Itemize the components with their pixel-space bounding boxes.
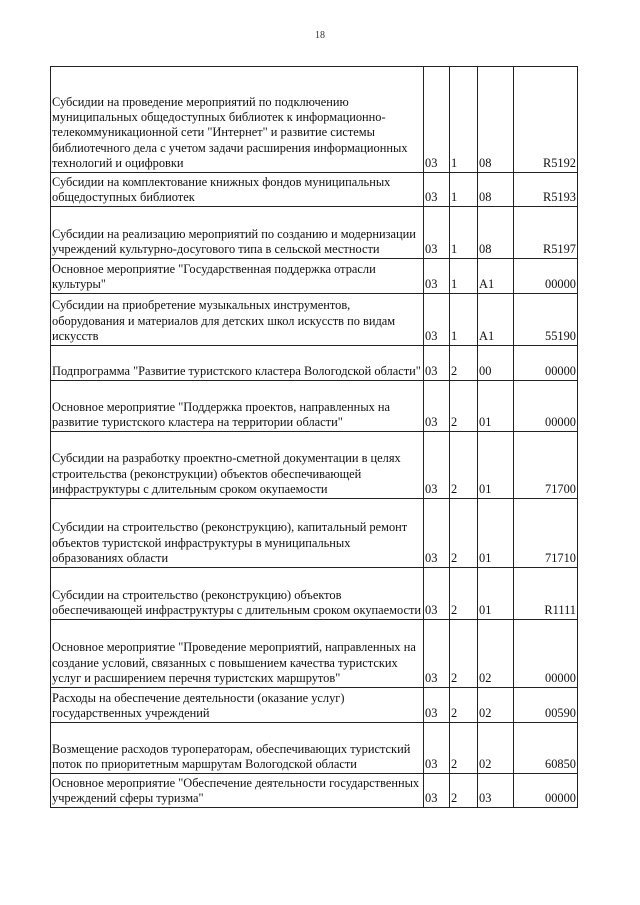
- activity-code: 08: [478, 67, 514, 173]
- subprogram-code: 2: [450, 381, 478, 432]
- program-code: 03: [424, 67, 450, 173]
- row-description: Расходы на обеспечение деятельности (оказание услуг) государственных учреждений: [51, 688, 424, 723]
- activity-code: 01: [478, 432, 514, 499]
- activity-code: 03: [478, 774, 514, 808]
- row-description: Субсидии на реализацию мероприятий по созданию и модернизации учреждений культурно-досугового типа в сельской местности: [51, 207, 424, 259]
- program-code: 03: [424, 294, 450, 346]
- table-row: [51, 173, 578, 207]
- table-row: [51, 499, 578, 568]
- expense-code: 00590: [514, 688, 578, 723]
- subprogram-code: 1: [450, 294, 478, 346]
- program-code: 03: [424, 381, 450, 432]
- program-code: 03: [424, 499, 450, 568]
- table-row: [51, 294, 578, 346]
- activity-code: А1: [478, 294, 514, 346]
- program-code: 03: [424, 688, 450, 723]
- table-row: [51, 723, 578, 774]
- row-description: Субсидии на комплектование книжных фондов муниципальных общедоступных библиотек: [51, 173, 424, 207]
- expense-code: 00000: [514, 346, 578, 381]
- subprogram-code: 1: [450, 173, 478, 207]
- expense-code: 55190: [514, 294, 578, 346]
- expense-code: R5193: [514, 173, 578, 207]
- expense-code: 00000: [514, 259, 578, 294]
- row-description: Субсидии на разработку проектно-сметной документации в целях строительства (реконструкции) объектов обеспечивающей инфраструктуры с длительным сроком окупаемости: [51, 432, 424, 499]
- table-row: [51, 67, 578, 173]
- subprogram-code: 2: [450, 346, 478, 381]
- activity-code: 01: [478, 499, 514, 568]
- expense-code: 00000: [514, 620, 578, 688]
- table-row: [51, 346, 578, 381]
- program-code: 03: [424, 620, 450, 688]
- activity-code: 08: [478, 207, 514, 259]
- table-row: [51, 688, 578, 723]
- activity-code: 00: [478, 346, 514, 381]
- activity-code: 02: [478, 620, 514, 688]
- subprogram-code: 2: [450, 499, 478, 568]
- subprogram-code: 2: [450, 774, 478, 808]
- expense-code: 00000: [514, 381, 578, 432]
- table-row: [51, 774, 578, 808]
- subprogram-code: 1: [450, 259, 478, 294]
- activity-code: 01: [478, 381, 514, 432]
- subprogram-code: 1: [450, 207, 478, 259]
- activity-code: 08: [478, 173, 514, 207]
- table-row: [51, 207, 578, 259]
- expense-code: 71700: [514, 432, 578, 499]
- program-code: 03: [424, 432, 450, 499]
- page-number: 18: [315, 30, 325, 41]
- budget-classification-table: [50, 66, 578, 808]
- row-description: Основное мероприятие "Государственная поддержка отрасли культуры": [51, 259, 424, 294]
- row-description: Субсидии на проведение мероприятий по подключению муниципальных общедоступных библиотек к информационно-телекоммуникационной сети "Интернет" и развитие системы библиотечного дела с учетом задачи расширения информационных технологий и оцифровки: [51, 67, 424, 173]
- row-description: Субсидии на приобретение музыкальных инструментов, оборудования и материалов для детских школ искусств по видам искусств: [51, 294, 424, 346]
- expense-code: 71710: [514, 499, 578, 568]
- program-code: 03: [424, 173, 450, 207]
- activity-code: 01: [478, 568, 514, 620]
- activity-code: А1: [478, 259, 514, 294]
- program-code: 03: [424, 259, 450, 294]
- program-code: 03: [424, 207, 450, 259]
- program-code: 03: [424, 568, 450, 620]
- program-code: 03: [424, 723, 450, 774]
- expense-code: R5197: [514, 207, 578, 259]
- row-description: Подпрограмма "Развитие туристского кластера Вологодской области": [51, 346, 424, 381]
- row-description: Основное мероприятие "Поддержка проектов, направленных на развитие туристского кластера на территории области": [51, 381, 424, 432]
- table-row: [51, 259, 578, 294]
- activity-code: 02: [478, 723, 514, 774]
- subprogram-code: 2: [450, 688, 478, 723]
- row-description: Основное мероприятие "Проведение мероприятий, направленных на создание условий, связанных с повышением качества туристских услуг и расширением перечня туристских маршрутов": [51, 620, 424, 688]
- row-description: Субсидии на строительство (реконструкцию) объектов обеспечивающей инфраструктуры с длительным сроком окупаемости: [51, 568, 424, 620]
- table-row: [51, 432, 578, 499]
- expense-code: 60850: [514, 723, 578, 774]
- program-code: 03: [424, 346, 450, 381]
- subprogram-code: 2: [450, 568, 478, 620]
- subprogram-code: 2: [450, 723, 478, 774]
- table-row: [51, 381, 578, 432]
- activity-code: 02: [478, 688, 514, 723]
- table-row: [51, 620, 578, 688]
- subprogram-code: 2: [450, 432, 478, 499]
- program-code: 03: [424, 774, 450, 808]
- expense-code: R5192: [514, 67, 578, 173]
- subprogram-code: 2: [450, 620, 478, 688]
- row-description: Субсидии на строительство (реконструкцию), капитальный ремонт объектов туристской инфраструктуры в муниципальных образованиях области: [51, 499, 424, 568]
- table-row: [51, 568, 578, 620]
- expense-code: R1111: [514, 568, 578, 620]
- row-description: Возмещение расходов туроператорам, обеспечивающих туристский поток по приоритетным маршрутам Вологодской области: [51, 723, 424, 774]
- expense-code: 00000: [514, 774, 578, 808]
- row-description: Основное мероприятие "Обеспечение деятельности государственных учреждений сферы туризма": [51, 774, 424, 808]
- subprogram-code: 1: [450, 67, 478, 173]
